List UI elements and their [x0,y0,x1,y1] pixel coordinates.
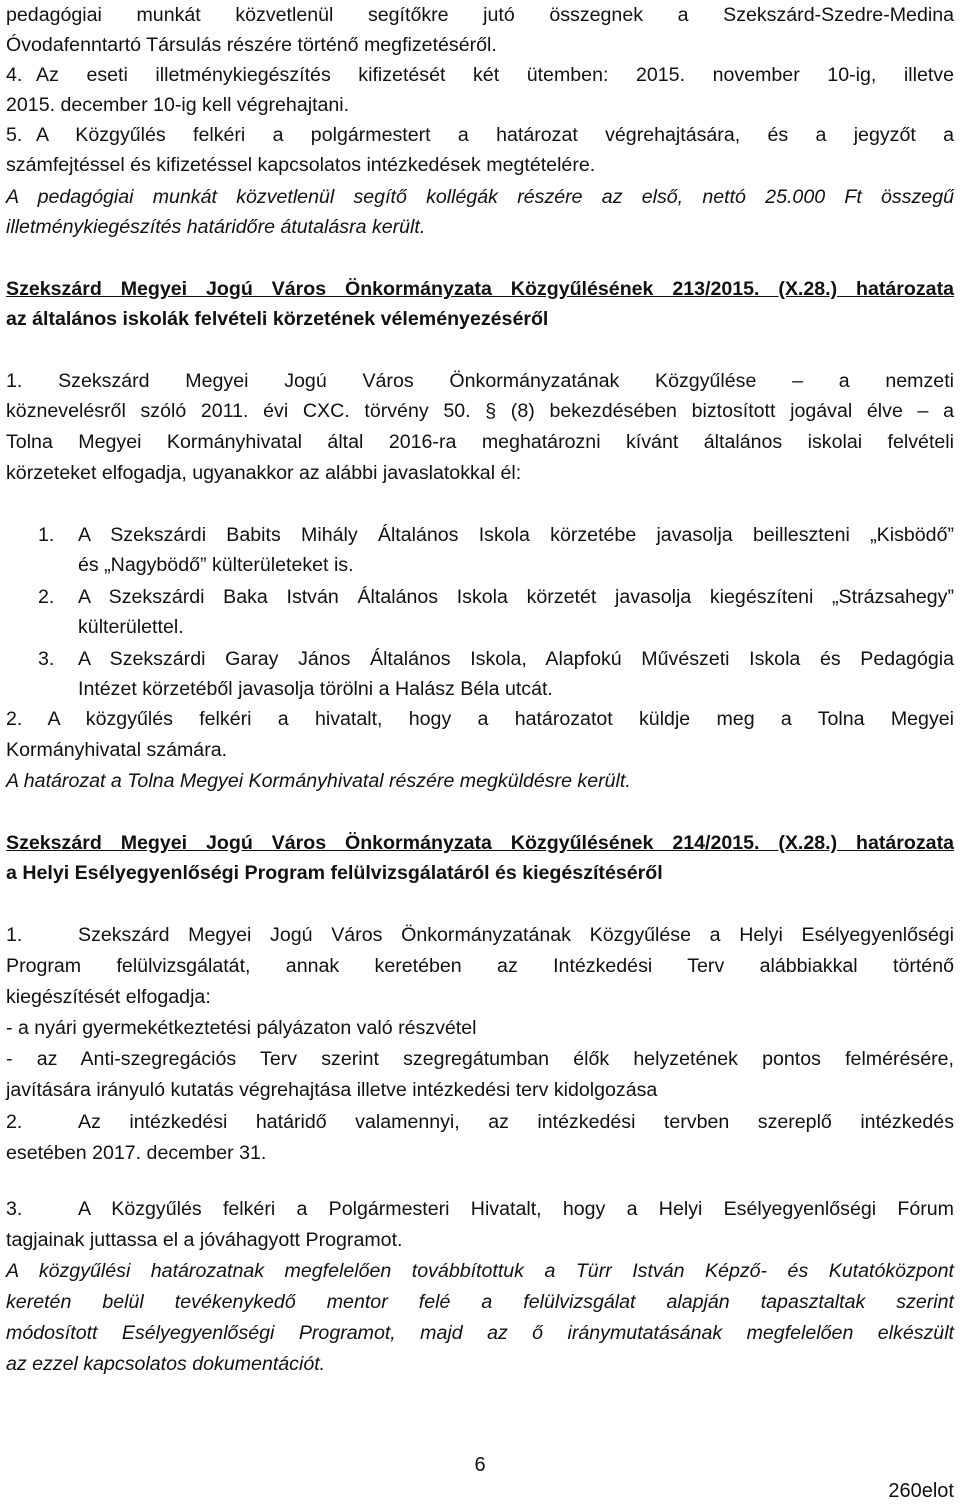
text-line: pedagógiai munkát közvetlenül segítőkre jutó összegnek a Szekszárd-Szedre-Medina [6,4,954,26]
item-number: 1. [38,524,55,546]
text-line: 2. A közgyűlés felkéri a hivatalt, hogy a határozatot küldje meg a Tolna Megyei [6,708,954,730]
item-text: A Szekszárdi Babits Mihály Általános Iskola körzetébe javasolja beilleszteni „Kisbödő” [78,524,954,546]
item-number: 2. [6,1111,23,1133]
text-line: Kormányhivatal számára. [6,739,228,761]
item-text: A Közgyűlés felkéri a Polgármesteri Hivatalt, hogy a Helyi Esélyegyenlőségi Fórum [78,1198,954,1220]
resolution-subheading: az általános iskolák felvételi körzetének véleményezéséről [6,308,549,330]
text-line: köznevelésről szóló 2011. évi CXC. törvény 50. § (8) bekezdésében biztosított jogával élve – a [6,400,954,422]
bullet-line: - a nyári gyermekétkeztetési pályázaton való részvétel [6,1017,477,1039]
text-line: Intézet körzetéből javasolja törölni a Halász Béla utcát. [78,678,553,700]
item-number: 3. [6,1198,23,1220]
italic-note: módosított Esélyegyenlőségi Programot, majd az ő iránymutatásának megfelelően elkészült [6,1322,954,1344]
text-line: tagjainak juttassa el a jóváhagyott Programot. [6,1229,403,1251]
item-number: 5. [6,124,23,146]
text-line: esetében 2017. december 31. [6,1142,267,1164]
text-line: javítására irányuló kutatás végrehajtása illetve intézkedési terv kidolgozása [6,1079,658,1101]
italic-note: A közgyűlési határozatnak megfelelően továbbítottuk a Türr István Képző- és Kutatóközpont [6,1260,954,1282]
item-text: Szekszárd Megyei Jogú Város Önkormányzatának Közgyűlése a Helyi Esélyegyenlőségi [78,924,954,946]
italic-note: illetménykiegészítés határidőre átutalásra került. [6,216,426,238]
item-text: A Közgyűlés felkéri a polgármestert a határozat végrehajtására, és a jegyzőt a [36,124,954,146]
item-text: Az intézkedési határidő valamennyi, az intézkedési tervben szereplő intézkedés [78,1111,954,1133]
page-number: 6 [474,1454,486,1476]
italic-note: keretén belül tevékenykedő mentor felé a felülvizsgálat alapján tapasztaltak szerint [6,1291,954,1313]
resolution-heading: Szekszárd Megyei Jogú Város Önkormányzata Közgyűlésének 214/2015. (X.28.) határozata [6,832,954,854]
text-line: számfejtéssel és kifizetéssel kapcsolatos intézkedések megtételére. [6,154,596,176]
text-line: Óvodafenntartó Társulás részére történő megfizetéséről. [6,34,497,56]
resolution-subheading: a Helyi Esélyegyenlőségi Program felülvizsgálatáról és kiegészítéséről [6,862,663,884]
item-number: 3. [38,648,55,670]
item-text: Az eseti illetménykiegészítés kifizetését két ütemben: 2015. november 10-ig, illetve [36,64,954,86]
text-line: Tolna Megyei Kormányhivatal által 2016-ra meghatározni kívánt általános iskolai felvételi [6,431,954,453]
footer-label: 260elot [888,1480,954,1502]
item-number: 2. [38,586,55,608]
text-line: 2015. december 10-ig kell végrehajtani. [6,94,350,116]
italic-note: A pedagógiai munkát közvetlenül segítő kollégák részére az első, nettó 25.000 Ft összegű [6,186,954,208]
italic-note: A határozat a Tolna Megyei Kormányhivatal részére megküldésre került. [6,770,631,792]
text-line: körzeteket elfogadja, ugyanakkor az alábbi javaslatokkal él: [6,462,522,484]
item-text: A Szekszárdi Baka István Általános Iskola körzetét javasolja kiegészíteni „Strázsahegy” [78,586,954,608]
bullet-line: - az Anti-szegregációs Terv szerint szegregátumban élők helyzetének pontos felmérésére, [6,1048,954,1070]
resolution-heading: Szekszárd Megyei Jogú Város Önkormányzata Közgyűlésének 213/2015. (X.28.) határozata [6,278,954,300]
text-line: Program felülvizsgálatát, annak keretében az Intézkedési Terv alábbiakkal történő [6,955,954,977]
text-line: 1. Szekszárd Megyei Jogú Város Önkormányzatának Közgyűlése – a nemzeti [6,370,954,392]
text-line: kiegészítését elfogadja: [6,986,211,1008]
item-text: A Szekszárdi Garay János Általános Iskola, Alapfokú Művészeti Iskola és Pedagógia [78,648,954,670]
item-number: 1. [6,924,23,946]
text-line: és „Nagybödő” külterületeket is. [78,554,354,576]
item-number: 4. [6,64,23,86]
text-line: külterülettel. [78,616,184,638]
italic-note: az ezzel kapcsolatos dokumentációt. [6,1353,326,1375]
